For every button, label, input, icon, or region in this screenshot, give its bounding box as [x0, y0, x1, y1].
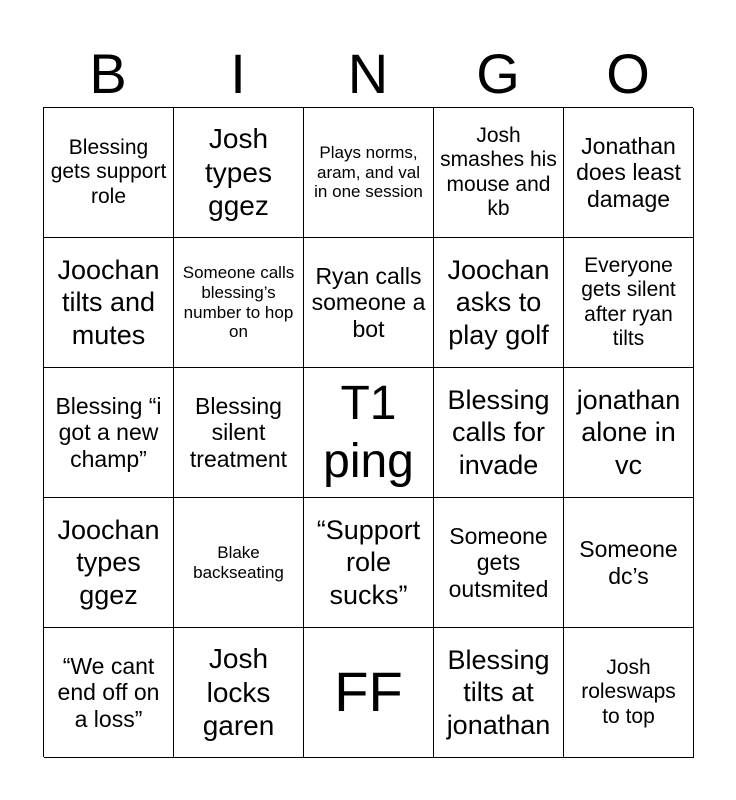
- bingo-cell[interactable]: Joochan asks to play golf: [434, 238, 564, 368]
- header-letter-b: B: [89, 42, 127, 105]
- bingo-cell[interactable]: Joochan tilts and mutes: [44, 238, 174, 368]
- header-letter-i: I: [230, 42, 246, 105]
- bingo-cell[interactable]: jonathan alone in vc: [564, 368, 694, 498]
- bingo-cell[interactable]: Blake backseating: [174, 498, 304, 628]
- bingo-cell[interactable]: Jonathan does least damage: [564, 108, 694, 238]
- bingo-cell[interactable]: Josh types ggez: [174, 108, 304, 238]
- header-letter-n: N: [347, 42, 389, 105]
- bingo-cell[interactable]: Joochan types ggez: [44, 498, 174, 628]
- bingo-cell[interactable]: Blessing calls for invade: [434, 368, 564, 498]
- bingo-cell[interactable]: Everyone gets silent after ryan tilts: [564, 238, 694, 368]
- bingo-cell[interactable]: Blessing gets support role: [44, 108, 174, 238]
- bingo-cell[interactable]: Someone gets outsmited: [434, 498, 564, 628]
- bingo-cell[interactable]: Someone calls blessing’s number to hop on: [174, 238, 304, 368]
- bingo-board: [43, 107, 693, 757]
- bingo-cell[interactable]: “We cant end off on a loss”: [44, 628, 174, 758]
- bingo-cell[interactable]: Josh roleswaps to top: [564, 628, 694, 758]
- bingo-cell[interactable]: Ryan calls someone a bot: [304, 238, 434, 368]
- bingo-cell[interactable]: Plays norms, aram, and val in one session: [304, 108, 434, 238]
- bingo-cell[interactable]: Blessing silent treatment: [174, 368, 304, 498]
- bingo-header: [43, 40, 693, 108]
- bingo-cell-center[interactable]: T1 ping: [304, 368, 434, 498]
- bingo-cell[interactable]: Someone dc’s: [564, 498, 694, 628]
- header-letter-o: O: [606, 42, 650, 105]
- bingo-cell[interactable]: Blessing “i got a new champ”: [44, 368, 174, 498]
- bingo-cell[interactable]: Blessing tilts at jonathan: [434, 628, 564, 758]
- bingo-cell[interactable]: FF: [304, 628, 434, 758]
- bingo-cell[interactable]: Josh locks garen: [174, 628, 304, 758]
- bingo-cell[interactable]: “Support role sucks”: [304, 498, 434, 628]
- header-letter-g: G: [476, 42, 520, 105]
- bingo-cell[interactable]: Josh smashes his mouse and kb: [434, 108, 564, 238]
